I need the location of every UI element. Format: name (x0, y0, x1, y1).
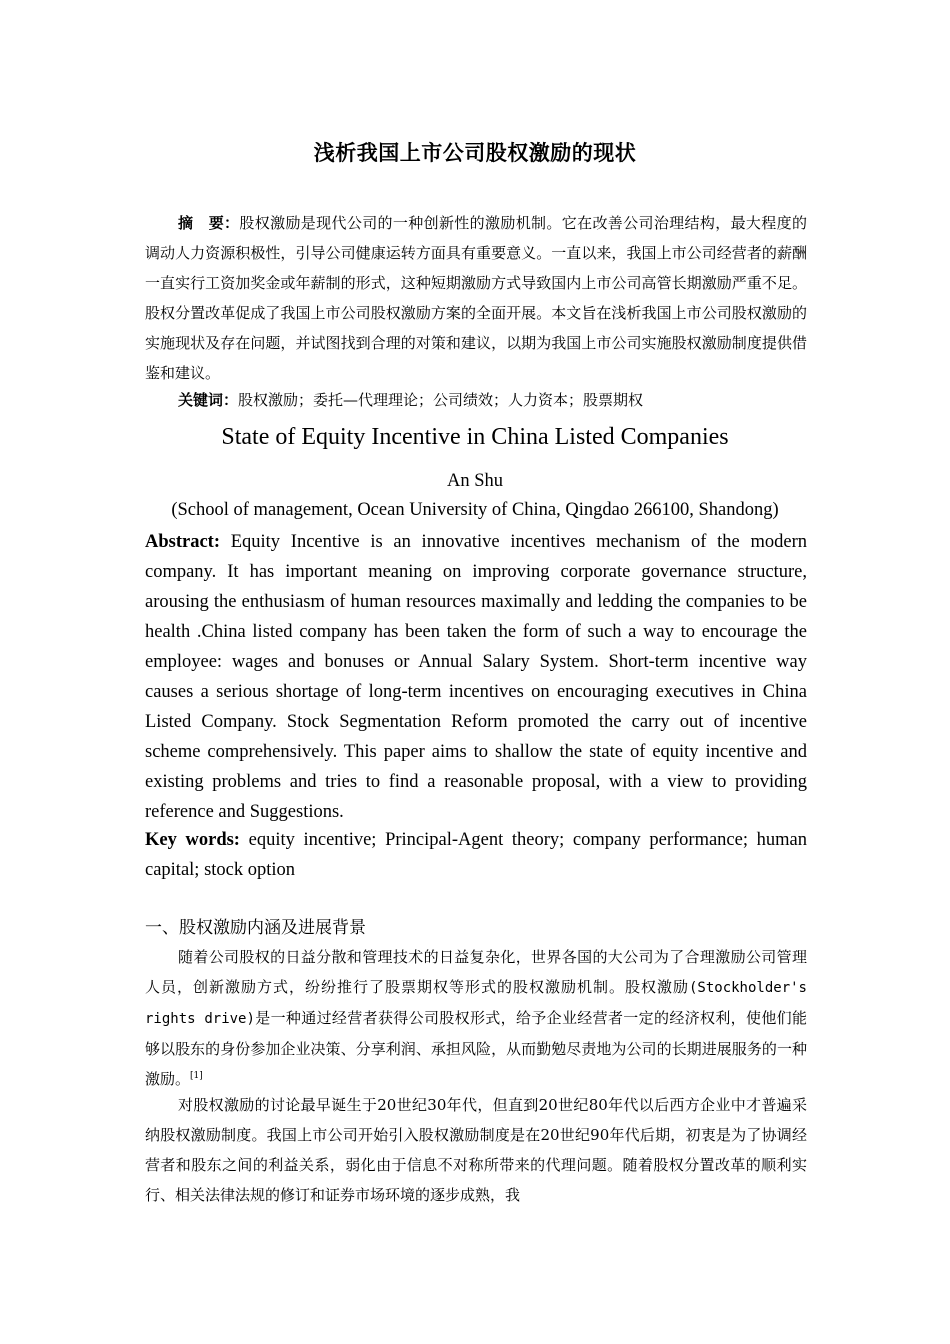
section-paragraph-1 (145, 942, 807, 1094)
english-keywords-text: equity incentive; Principal-Agent theory; company performance; human capital; stock option (145, 830, 807, 880)
chinese-keywords-text: 股权激励；委托—代理理论；公司绩效；人力资本；股票期权 (238, 391, 644, 409)
chinese-abstract-label: 摘 要： (178, 214, 240, 232)
english-keywords (145, 825, 807, 885)
paragraph-1-text-before: 随着公司股权的日益分散和管理技术的日益复杂化，世界各国的大公司为了合理激励公司管理人员，创新激励方式，纷纷推行了股票期权等形式的股权激励机制。股权激励 (145, 948, 807, 996)
citation-reference: [1] (190, 1071, 203, 1081)
chinese-title: 浅析我国上市公司股权激励的现状 (313, 141, 637, 165)
chinese-abstract-text: 股权激励是现代公司的一种创新性的激励机制。它在改善公司治理结构，最大程度的调动人力资源积极性，引导公司健康运转方面具有重要意义。一直以来，我国上市公司经营者的薪酬一直实行工资加奖金或年薪制的形式，这种短期激励方式导致国内上市公司高管长期激励严重不足。股权分置改革促成了我国上市公司股权激励方案的全面开展。本文旨在浅析我国上市公司股权激励的实施现状及存在问题，并试图找到合理的对策和建议，以期为我国上市公司实施股权激励制度提供借鉴和建议。 (145, 214, 807, 382)
chinese-keywords-label: 关键词： (178, 391, 239, 409)
paragraph-1-text-after: 是一种通过经营者获得公司股权形式，给予企业经营者一定的经济权利，使他们能够以股东的身份参加企业决策、分享利润、承担风险，从而勤勉尽责地为公司的长期进展服务的一种激励。 (145, 1009, 807, 1088)
english-abstract-text: Equity Incentive is an innovative incentives mechanism of the modern company. It has important meaning on improving corporate governance structure, arousing the enthusiasm of human resources maximally and ledding the companies to be health .China listed company has been taken the form of such a way to encourage the employee: wages and bonuses or Annual Salary System. Short-term incentive way causes a serious shortage of long-term incentives on encouraging executives in China Listed Company. Stock Segmentation Reform promoted the carry out of incentive scheme comprehensively. This paper aims to shallow the state of equity incentive and existing problems and tries to find a reasonable proposal, with a view to providing reference and Suggestions. (145, 532, 807, 822)
english-abstract-label: Abstract: (145, 532, 221, 552)
english-abstract (145, 527, 807, 827)
english-keywords-label: Key words: (145, 830, 240, 850)
section-paragraph-2: 对股权激励的讨论最早诞生于20世纪30年代，但直到20世纪80年代以后西方企业中才普遍采纳股权激励制度。我国上市公司开始引入股权激励制度是在20世纪90年代后期，初衷是为了协调经营者和股东之间的利益关系，弱化由于信息不对称所带来的代理问题。随着股权分置改革的顺利实行、相关法律法规的修订和证券市场环境的逐步成熟，我 (145, 1096, 807, 1204)
chinese-keywords (145, 385, 807, 415)
chinese-abstract (145, 208, 807, 388)
english-author: An Shu (446, 471, 504, 491)
english-affiliation: (School of management, Ocean University of China, Qingdao 266100, Shandong) (171, 500, 779, 520)
paragraph-1-english-term: (Stockholder's rights drive) (145, 980, 807, 1027)
english-title: State of Equity Incentive in China Listed Companies (221, 424, 729, 450)
section-heading: 一、股权激励内涵及进展背景 (145, 918, 366, 938)
